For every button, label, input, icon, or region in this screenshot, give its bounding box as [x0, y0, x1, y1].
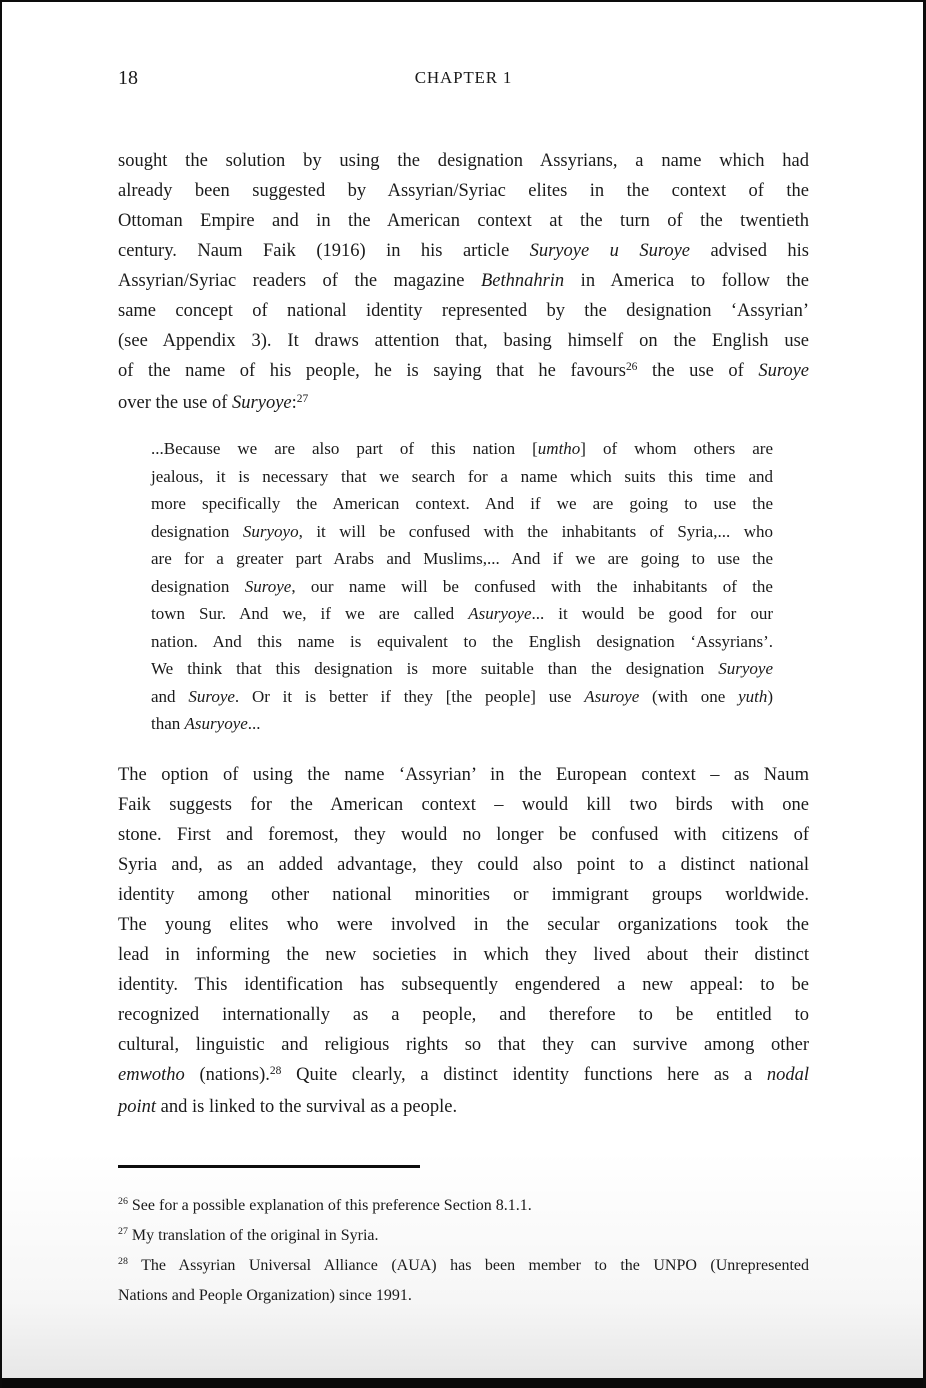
- text-line: [151, 490, 773, 518]
- text-line: [118, 388, 809, 420]
- text-line: [151, 655, 773, 683]
- text-segment: (nations).: [184, 1064, 270, 1085]
- text-segment: in America to follow the: [564, 271, 809, 291]
- italic-term: Suryoye: [232, 393, 292, 413]
- text-line: [118, 296, 809, 326]
- text-line: [118, 940, 809, 970]
- body-text: [118, 146, 809, 1122]
- text-segment: The Assyrian Universal Alliance (AUA) has been member to the UNPO (Unrepresented: [141, 1256, 809, 1274]
- text-segment: the use of: [637, 361, 759, 381]
- italic-term: yuth: [738, 686, 768, 706]
- text-segment: advised his: [690, 241, 809, 261]
- text-line: [118, 880, 809, 910]
- text-segment: Faik suggests for the American context – would kill two birds with one: [118, 794, 809, 815]
- text-line: [118, 206, 809, 236]
- text-line: [118, 1092, 809, 1122]
- footnote-ref: 26: [625, 361, 638, 374]
- text-line: [151, 600, 773, 628]
- text-segment: and is linked to the survival as a people.: [156, 1096, 458, 1117]
- page-header: [118, 66, 809, 90]
- text-line: [118, 1060, 809, 1092]
- text-segment: Ottoman Empire and in the American context at the turn of the twentieth: [118, 211, 809, 231]
- text-segment: The young elites who were involved in the secular organizations took the: [118, 914, 809, 935]
- text-line: [151, 628, 773, 656]
- italic-term: Bethnahrin: [480, 271, 565, 291]
- text-segment: ...Because we are also part of this nation [: [151, 439, 538, 458]
- text-segment: of the name of his people, he is saying that he favours: [118, 361, 626, 381]
- text-segment: (see Appendix 3). It draws attention that, basing himself on the English use: [118, 331, 809, 351]
- italic-term: Asuroye: [584, 686, 640, 706]
- naum-faik-quote: [151, 435, 773, 738]
- text-line: [118, 1222, 809, 1252]
- footnote-ref: 28: [118, 1256, 128, 1268]
- text-segment: ): [767, 686, 774, 706]
- text-line: [118, 1000, 809, 1030]
- text-segment: Quite clearly, a distinct identity functions here as a: [281, 1064, 767, 1085]
- text-segment: ... it would be good for our: [531, 604, 773, 623]
- text-line: [118, 176, 809, 206]
- text-line: [118, 1192, 809, 1222]
- italic-term: Suroye: [188, 686, 235, 706]
- text-line: [151, 683, 773, 711]
- text-line: [118, 760, 809, 790]
- text-line: [118, 1282, 809, 1310]
- text-line: [118, 356, 809, 388]
- text-segment: designation: [151, 521, 243, 541]
- text-segment: stone. First and foremost, they would no longer be confused with citizens of: [118, 824, 809, 845]
- footnotes-section: [118, 1192, 809, 1310]
- text-segment: (with one: [639, 686, 739, 706]
- text-segment: [128, 1257, 141, 1274]
- text-segment: , our name will be confused with the inhabitants of the: [291, 576, 773, 596]
- text-segment: cultural, linguistic and religious rights so that they can survive among other: [118, 1034, 809, 1055]
- text-segment: identity among other national minorities or immigrant groups worldwide.: [118, 884, 809, 905]
- footnote-ref: 27: [118, 1226, 128, 1238]
- text-segment: :: [291, 393, 297, 413]
- italic-term: nodal: [766, 1064, 810, 1085]
- text-line: [118, 820, 809, 850]
- text-line: [151, 710, 773, 738]
- text-segment: My translation of the original in Syria.: [131, 1226, 379, 1244]
- text-line: [151, 518, 773, 546]
- chapter-title: CHAPTER 1: [414, 68, 513, 87]
- text-segment: same concept of national identity represented by the designation ‘Assyrian’: [118, 301, 809, 321]
- text-segment: are for a greater part Arabs and Muslims,... And if we are going to use the: [151, 549, 773, 568]
- italic-term: Suryoye u Suroye: [529, 241, 691, 261]
- italic-term: Asuryoye: [468, 604, 532, 623]
- footnote-ref: 28: [269, 1064, 282, 1077]
- footnote-28: [118, 1252, 809, 1310]
- text-segment: nation. And this name is equivalent to the English designation ‘Assyrians’.: [151, 631, 773, 651]
- text-line: [118, 266, 809, 296]
- text-segment: century. Naum Faik (1916) in his article: [118, 241, 530, 261]
- text-segment: Syria and, as an added advantage, they could also point to a distinct national: [118, 854, 809, 875]
- text-column: [118, 2, 809, 1310]
- intro-paragraph: [118, 146, 809, 420]
- analysis-paragraph: [118, 760, 809, 1122]
- text-segment: identity. This identification has subsequently engendered a new appeal: to be: [118, 974, 809, 995]
- text-segment: than: [151, 714, 185, 733]
- text-line: [118, 146, 809, 176]
- italic-term: emwotho: [118, 1064, 185, 1085]
- text-segment: Assyrian/Syriac readers of the magazine: [118, 271, 481, 291]
- text-segment: We think that this designation is more suitable than the designation: [151, 659, 719, 678]
- footnote-ref: 27: [296, 393, 309, 406]
- text-segment: and: [151, 686, 189, 706]
- text-segment: sought the solution by using the designation Assyrians, a name which had: [118, 151, 809, 171]
- text-line: [118, 1030, 809, 1060]
- text-line: [118, 910, 809, 940]
- text-segment: already been suggested by Assyrian/Syriac elites in the context of the: [118, 181, 809, 201]
- text-segment: . Or it is better if they [the people] use: [234, 686, 585, 706]
- text-line: [118, 850, 809, 880]
- italic-term: Suryoyo: [242, 521, 299, 541]
- text-line: [118, 1252, 809, 1282]
- footnote-separator: [118, 1165, 420, 1168]
- italic-term: Asuryoye: [184, 714, 248, 733]
- text-segment: See for a possible explanation of this preference Section 8.1.1.: [131, 1196, 532, 1214]
- italic-term: umtho: [537, 439, 581, 458]
- text-segment: jealous, it is necessary that we search for a name which suits this time and: [151, 466, 773, 486]
- footnote-27: [118, 1222, 809, 1252]
- text-line: [151, 573, 773, 601]
- text-segment: town Sur. And we, if we are called: [151, 604, 469, 623]
- text-line: [118, 236, 809, 266]
- text-segment: The option of using the name ‘Assyrian’ in the European context – as Naum: [118, 764, 809, 785]
- text-segment: lead in informing the new societies in which they lived about their distinct: [118, 944, 809, 965]
- text-segment: over the use of: [118, 393, 233, 413]
- text-segment: recognized internationally as a people, and therefore to be entitled to: [118, 1004, 809, 1025]
- text-line: [118, 970, 809, 1000]
- footnote-26: [118, 1192, 809, 1222]
- text-segment: ] of whom others are: [580, 439, 773, 458]
- text-line: [151, 545, 773, 573]
- text-line: [151, 463, 773, 491]
- footnote-ref: 26: [118, 1196, 128, 1208]
- text-line: [151, 435, 773, 463]
- italic-term: Suroye: [244, 576, 292, 596]
- italic-term: Suryoye: [718, 659, 773, 678]
- text-segment: , it will be confused with the inhabitants of Syria,... who: [298, 521, 773, 541]
- text-line: [118, 790, 809, 820]
- text-segment: ...: [247, 714, 261, 733]
- page-bottom-bar: [2, 1378, 923, 1388]
- page-number: 18: [118, 67, 138, 89]
- text-segment: Nations and People Organization) since 1991.: [118, 1286, 412, 1304]
- italic-term: Suroye: [758, 361, 809, 381]
- text-line: [118, 326, 809, 356]
- italic-term: point: [118, 1096, 157, 1117]
- text-segment: more specifically the American context. And if we are going to use the: [151, 494, 773, 513]
- text-segment: designation: [151, 576, 245, 596]
